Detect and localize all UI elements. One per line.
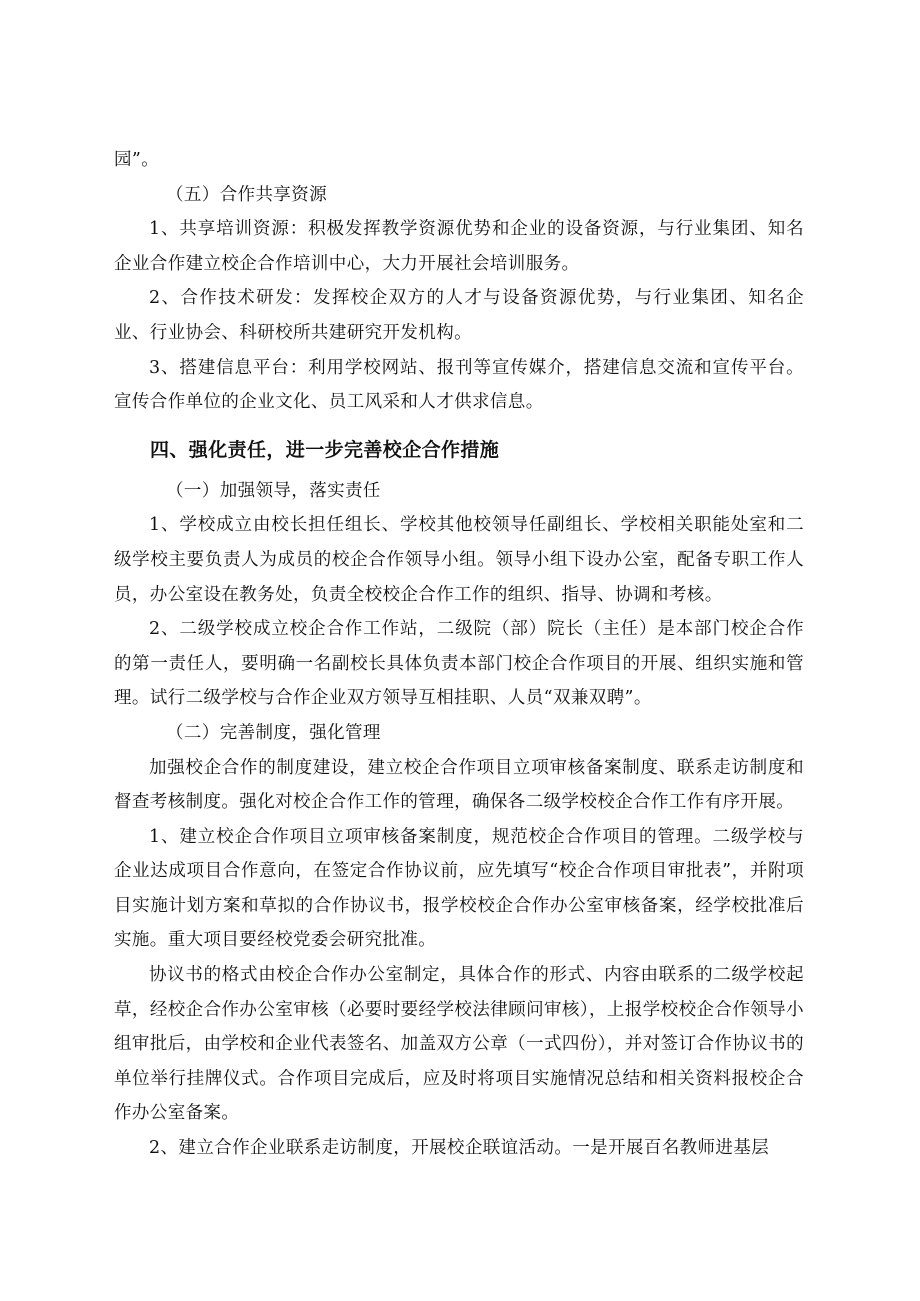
paragraph-visit-system: 2、建立合作企业联系走访制度，开展校企联谊活动。一是开展百名教师进基层 [149,1138,770,1159]
paragraph-leadership-group: 1、学校成立由校长担任组长、学校其他校领导任副组长、学校相关职能处室和二级学校主要负责人为成员的校企合作领导小组。领导小组下设办公室，配备专职工作人员，办公室设在教务处，负责全校校企合作工作的组织、指导、协调和考核。 [114,515,804,605]
paragraph-training-resources: 1、共享培训资源：积极发挥教学资源优势和企业的设备资源，与行业集团、知名企业合作建立校企合作培训中心，大力开展社会培训服务。 [114,219,804,274]
paragraph-agreement-format: 协议书的格式由校企合作办公室制定，具体合作的形式、内容由联系的二级学校起草，经校企合作办公室审核（必要时要经学校法律顾问审核），上报学校校企合作领导小组审批后，由学校和企业代表签名、加盖双方公章（一式四份），并对签订合作协议书的单位举行挂牌仪式。合作项目完成后，应及时将项目实施情况总结和相关资料报校企合作办公室备案。 [114,965,804,1124]
document-body [114,143,804,1166]
paragraph-project-approval: 1、建立校企合作项目立项审核备案制度，规范校企合作项目的管理。二级学校与企业达成项目合作意向，在签定合作协议前，应先填写“校企合作项目审批表”，并附项目实施计划方案和草拟的合作协议书，报学校校企合作办公室审核备案，经学校批准后实施。重大项目要经校党委会研究批准。 [114,826,804,951]
section-heading-4: 四、强化责任，进一步完善校企合作措施 [150,438,500,461]
subheading-leadership: （一）加强领导，落实责任 [166,480,381,501]
subheading-system-management: （二）完善制度，强化管理 [166,722,381,743]
paragraph-work-station: 2、二级学校成立校企合作工作站，二级院（部）院长（主任）是本部门校企合作的第一责任人，要明确一名副校长具体负责本部门校企合作项目的开展、组织实施和管理。试行二级学校与合作企业双方领导互相挂职、人员“双兼双聘”。 [114,619,804,709]
subheading-shared-resources: （五）合作共享资源 [166,184,328,205]
paragraph-info-platform: 3、搭建信息平台：利用学校网站、报刊等宣传媒介，搭建信息交流和宣传平台。宣传合作单位的企业文化、员工风采和人才供求信息。 [114,357,804,413]
paragraph-system-building: 加强校企合作的制度建设，建立校企合作项目立项审核备案制度、联系走访制度和督查考核制度。强化对校企合作工作的管理，确保各二级学校校企合作工作有序开展。 [114,757,804,813]
paragraph-tech-research: 2、合作技术研发：发挥校企双方的人才与设备资源优势，与行业集团、知名企业、行业协会、科研校所共建研究开发机构。 [114,288,804,343]
paragraph-continuation: 园”。 [114,150,160,170]
